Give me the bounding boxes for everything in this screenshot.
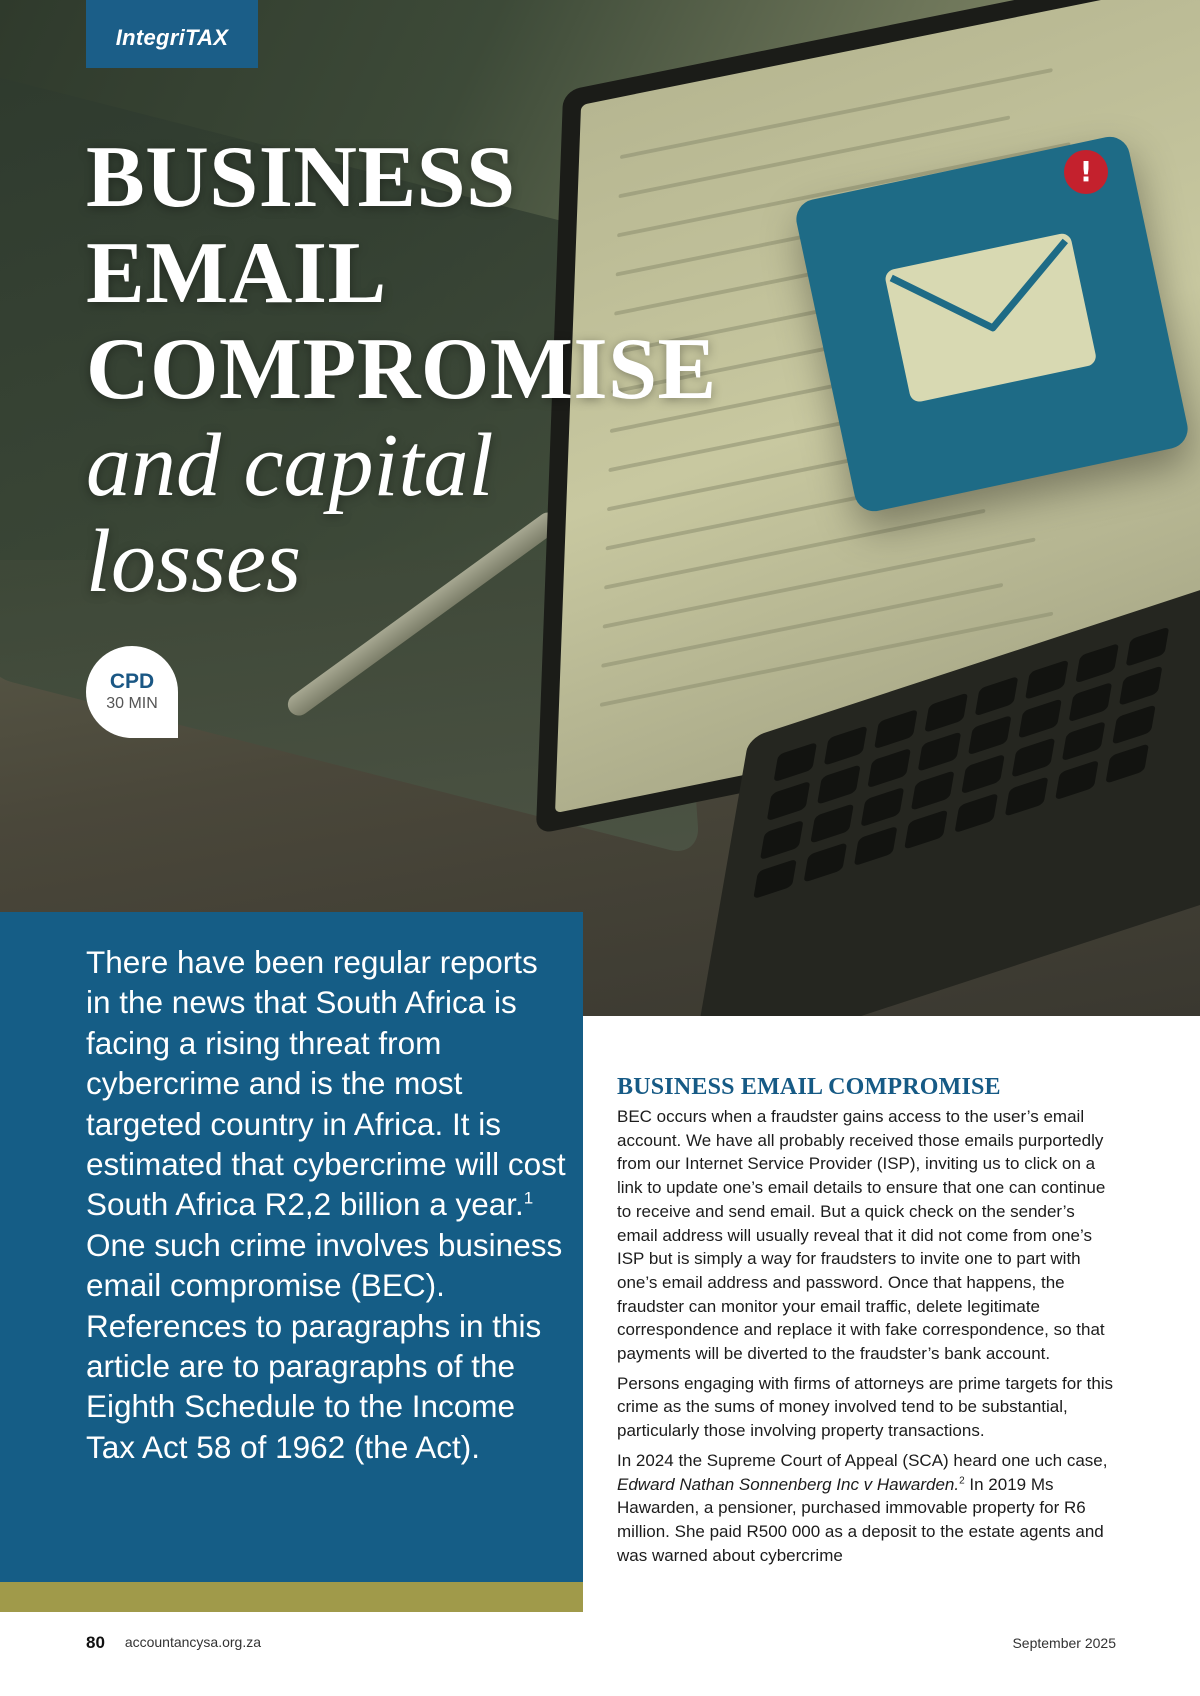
page-number: 80 — [86, 1633, 105, 1652]
title-line-4: and capital — [86, 416, 494, 515]
article-column — [617, 1073, 1117, 1573]
case-citation: Edward Nathan Sonnenberg Inc v Hawarden. — [617, 1474, 960, 1494]
alert-icon: ! — [1064, 150, 1108, 194]
intro-text-a: There have been regular reports in the news that South Africa is facing a rising threat from cybercrime and is the most targeted country in Africa. It is estimated that cybercrime will cost South Africa R2,2 billion a year. — [86, 944, 566, 1223]
site-url[interactable]: accountancysa.org.za — [124, 1634, 262, 1650]
issue-date: September 2025 — [1012, 1635, 1116, 1651]
footnote-ref-2: 2 — [959, 1474, 965, 1486]
cpd-duration: 30 MIN — [106, 695, 158, 712]
paragraph-3-text-a: In 2024 the Supreme Court of Appeal (SCA) heard one uch case, — [617, 1450, 1108, 1470]
title-line-5: losses — [86, 512, 302, 611]
title-line-2: EMAIL — [86, 225, 387, 322]
paragraph-1: BEC occurs when a fraudster gains access to the user’s email account. We have all probably received those emails purportedly from our Internet Service Provider (ISP), inviting us to click on a link to update one’s email details to ensure that one can continue to receive and send email. But a quick check on the sender’s email address will usually reveal that it did not come from one’s ISP but is simply a way for fraudsters to invite one to part with one’s email address and password. Once that happens, the fraudster can monitor your email traffic, delete legitimate correspondence and replace it with fake correspondence, so that payments will be diverted to the fraudster’s bank account. — [617, 1107, 1106, 1364]
brand-tag: IntegriTAX — [86, 0, 258, 68]
paragraph-2: Persons engaging with firms of attorneys are prime targets for this crime as the sums of money involved tend to be substantial, particularly those involving property transactions. — [617, 1373, 1114, 1441]
intro-paragraph — [86, 942, 566, 1467]
page-footer — [86, 1633, 1116, 1661]
paragraph-3 — [617, 1449, 1117, 1568]
intro-text-b: One such crime involves business email compromise (BEC). References to paragraphs in this article are to paragraphs of the Eighth Schedule to the Income Tax Act 58 of 1962 (the Act). — [86, 1226, 563, 1465]
cpd-label: CPD — [109, 670, 155, 693]
title-line-3: COMPROMISE — [86, 321, 717, 418]
cpd-badge — [86, 646, 178, 738]
article-title — [86, 130, 717, 610]
accent-strip — [0, 1582, 583, 1612]
paragraph-3-text-b: In 2019 Ms Hawarden, a pensioner, purchased immovable property for R6 million. She paid R500 000 as a deposit to the estate agents and was warned about cybercrime — [617, 1474, 1104, 1565]
envelope-icon — [884, 232, 1098, 404]
title-line-1: BUSINESS — [86, 129, 516, 226]
section-heading: BUSINESS EMAIL COMPROMISE — [617, 1074, 1001, 1100]
intro-panel — [0, 912, 583, 1582]
footnote-ref-1: 1 — [523, 1188, 534, 1208]
